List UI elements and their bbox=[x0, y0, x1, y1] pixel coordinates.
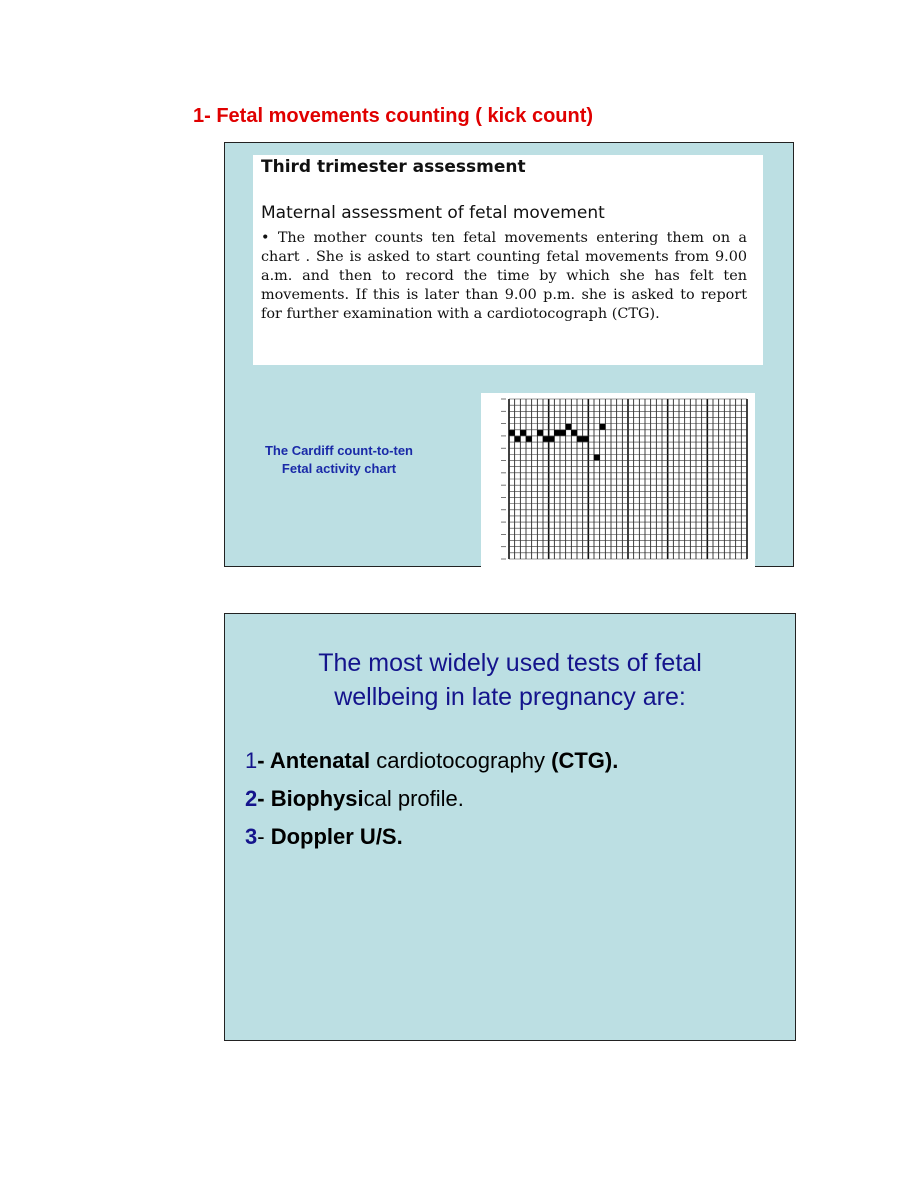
caption-line-2: Fetal activity chart bbox=[281, 461, 397, 476]
list-item bbox=[245, 742, 618, 780]
item-number: 2 bbox=[245, 786, 258, 811]
item-separator: - bbox=[257, 786, 271, 811]
data-point bbox=[560, 430, 566, 436]
data-point bbox=[520, 430, 526, 436]
panel-body: • The mother counts ten fetal movements entering them on a chart . She is asked to start counting fetal movements from 9.00 a.m. and then to record the time by which she has felt ten movements. If this is later than 9.00 p.m. she is asked to report for further examination with a cardiotocograph (CTG). bbox=[261, 230, 747, 322]
data-point bbox=[537, 430, 543, 436]
data-point bbox=[594, 455, 600, 461]
data-point bbox=[566, 424, 572, 430]
list-item bbox=[245, 780, 618, 818]
item-separator: - bbox=[257, 748, 270, 773]
page-heading: 1- Fetal movements counting ( kick count) bbox=[193, 105, 594, 127]
data-point bbox=[515, 436, 521, 442]
tests-list bbox=[245, 742, 618, 856]
item-text: cal profile. bbox=[363, 786, 464, 811]
item-bold-2: (CTG). bbox=[545, 748, 619, 773]
slide-title bbox=[245, 646, 775, 714]
panel-subtitle: Maternal assessment of fetal movement bbox=[261, 203, 605, 223]
fetal-activity-chart bbox=[481, 393, 755, 568]
item-bold: Antenatal bbox=[269, 748, 371, 773]
item-separator: - bbox=[257, 824, 271, 849]
data-point bbox=[543, 436, 549, 442]
data-point bbox=[526, 436, 532, 442]
item-bold: Doppler U/S. bbox=[270, 824, 403, 849]
chart-caption bbox=[249, 442, 429, 478]
item-text: cardiotocography bbox=[370, 748, 546, 773]
item-number: 1 bbox=[245, 748, 258, 773]
data-point bbox=[509, 430, 515, 436]
title-line-2: wellbeing in late pregnancy are: bbox=[334, 683, 686, 711]
text-panel bbox=[253, 155, 763, 365]
item-bold: Biophysi bbox=[270, 786, 364, 811]
slide-tests bbox=[224, 613, 796, 1041]
caption-line-1: The Cardiff count-to-ten bbox=[264, 443, 414, 458]
title-line-1: The most widely used tests of fetal bbox=[318, 649, 702, 677]
list-item bbox=[245, 818, 618, 856]
item-number: 3 bbox=[245, 824, 258, 849]
slide-kick-count bbox=[224, 142, 794, 567]
data-point bbox=[583, 436, 589, 442]
data-point bbox=[554, 430, 560, 436]
data-point bbox=[571, 430, 577, 436]
data-point bbox=[549, 436, 555, 442]
panel-title: Third trimester assessment bbox=[261, 157, 526, 177]
data-point bbox=[600, 424, 606, 430]
data-point bbox=[577, 436, 583, 442]
